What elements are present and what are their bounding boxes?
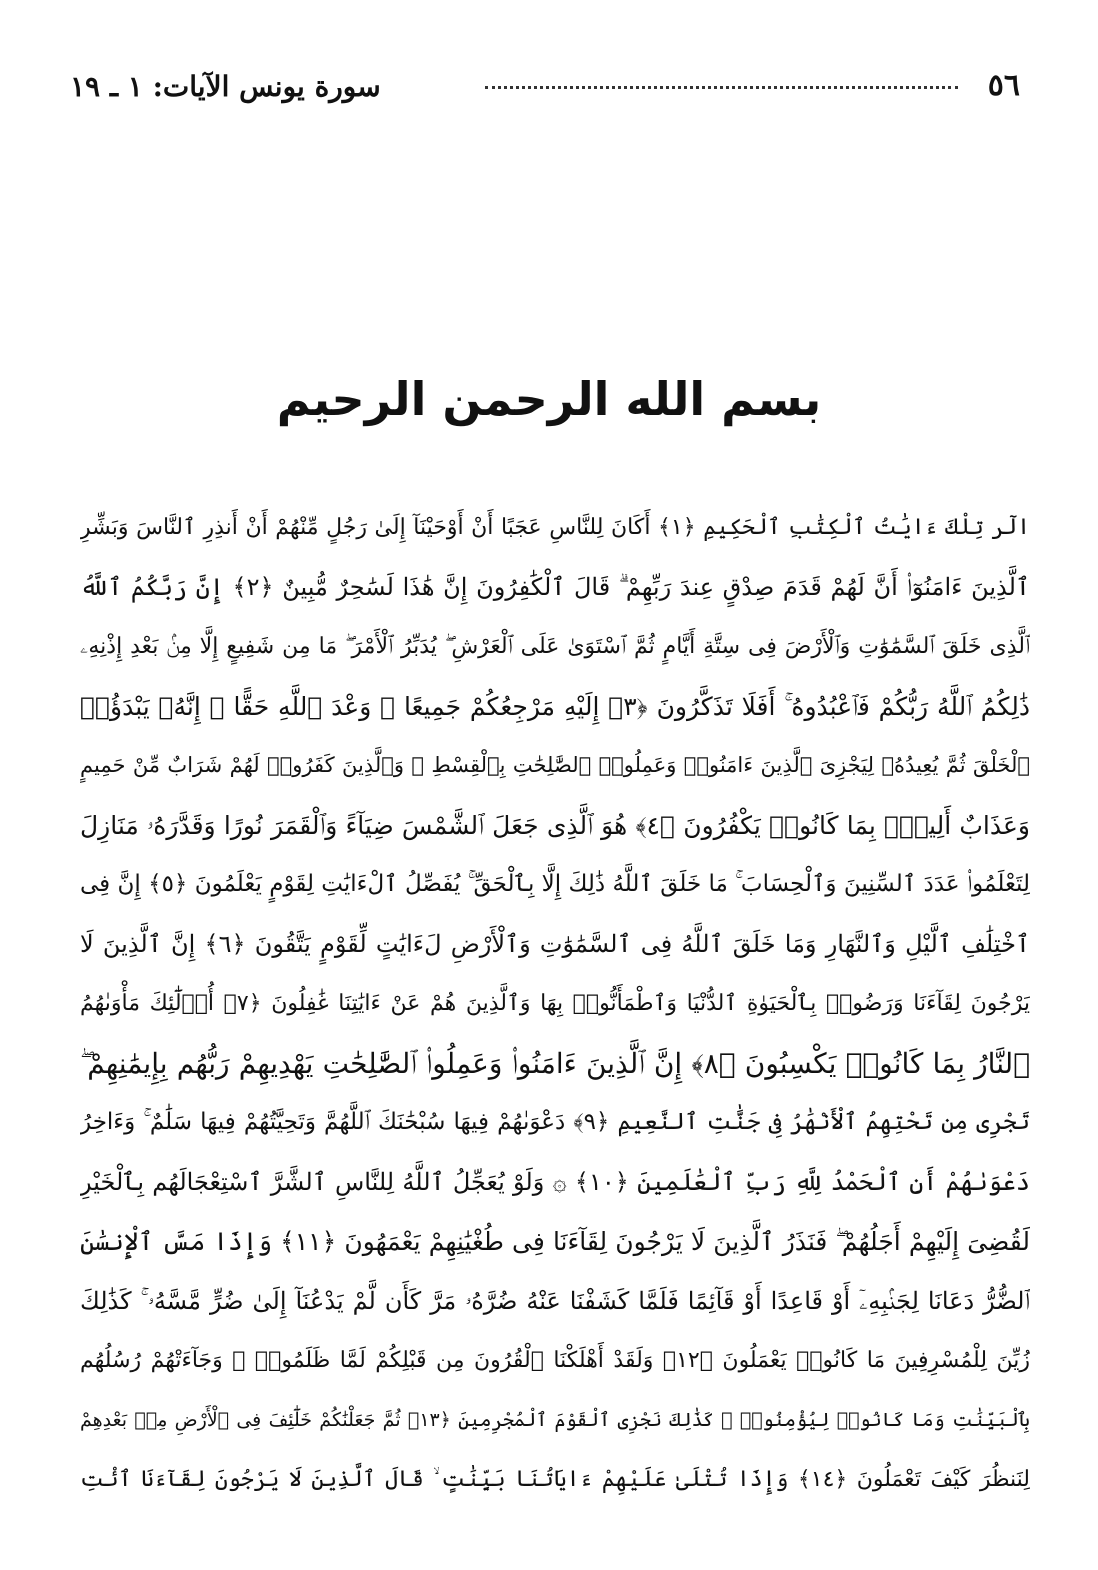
text-line: وَعَذَابٌ أَلِيمٌۢ بِمَا كَانُوا۟ يَكْفُرُونَ ﴿٤﴾ هُوَ ٱلَّذِى جَعَلَ ٱلشَّمْسَ ضِيَآءً وَٱلْقَمَرَ نُورًا وَقَدَّرَهُۥ مَنَازِلَ bbox=[80, 810, 1030, 840]
text-line: ٱلنَّارُ بِمَا كَانُوا۟ يَكْسِبُونَ ﴿٨﴾ إِنَّ ٱلَّذِينَ ءَامَنُوا۟ وَعَمِلُوا۟ ٱلصَّٰلِحَٰتِ يَهْدِيهِمْ رَبُّهُم بِإِيمَٰنِهِمْ ۖ bbox=[80, 1046, 1030, 1080]
page-header bbox=[70, 66, 1020, 106]
text-line: ذَٰلِكُمُ ٱللَّهُ رَبُّكُمْ فَٱعْبُدُوهُ ۚ أَفَلَا تَذَكَّرُونَ ﴿٣﴾ إِلَيْهِ مَرْجِعُكُمْ جَمِيعًا ۖ وَعْدَ ٱللَّهِ حَقًّا ۚ إِنَّهُۥ يَبْدَؤُا۟ bbox=[80, 691, 1030, 721]
page-number: ٥٦ bbox=[987, 68, 1020, 103]
text-line: لِتَعْلَمُوا۟ عَدَدَ ٱلسِّنِينَ وَٱلْحِسَابَ ۚ مَا خَلَقَ ٱللَّهُ ذَٰلِكَ إِلَّا بِٱلْحَقِّ ۚ يُفَصِّلُ ٱلْءَايَٰتِ لِقَوْمٍ يَعْلَمُونَ ﴿٥﴾ إِنَّ فِى bbox=[80, 871, 1030, 897]
running-title: سورة يونس الآيات: ١ ـ ١٩ bbox=[70, 70, 381, 103]
text-line: ٱلضُّرُّ دَعَانَا لِجَنۢبِهِۦٓ أَوْ قَاعِدًا أَوْ قَآئِمًا فَلَمَّا كَشَفْنَا عَنْهُ ضُرَّهُۥ مَرَّ كَأَن لَّمْ يَدْعُنَآ إِلَىٰ ضُرٍّ مَّسَّهُۥ ۚ كَذَٰلِكَ bbox=[80, 1286, 1030, 1315]
text-line: بِٱلْبَيِّنَٰتِ وَمَا كَانُوا۟ لِيُؤْمِنُوا۟ ۚ كَذَٰلِكَ نَجْزِى ٱلْقَوْمَ ٱلْمُجْرِمِينَ ﴿١٣﴾ ثُمَّ جَعَلْنَٰكُمْ خَلَٰٓئِفَ فِى ٱلْأَرْضِ مِنۢ بَعْدِهِمْ bbox=[80, 1408, 1030, 1431]
text-line: لِنَنظُرَ كَيْفَ تَعْمَلُونَ ﴿١٤﴾ وَإِذَا تُتْلَىٰ عَلَيْهِمْ ءَايَاتُنَا بَيِّنَٰتٍ ۙ قَالَ ٱلَّذِينَ لَا يَرْجُونَ لِقَآءَنَا ٱئْتِ bbox=[80, 1467, 1030, 1492]
text-line: ٱلَّذِينَ ءَامَنُوٓا۟ أَنَّ لَهُمْ قَدَمَ صِدْقٍ عِندَ رَبِّهِمْ ۗ قَالَ ٱلْكَٰفِرُونَ إِنَّ هَٰذَا لَسَٰحِرٌ مُّبِينٌ ﴿٢﴾ إِنَّ رَبَّكُمُ ٱللَّهُ bbox=[80, 572, 1030, 601]
text-line: زُيِّنَ لِلْمُسْرِفِينَ مَا كَانُوا۟ يَعْمَلُونَ ﴿١٢﴾ وَلَقَدْ أَهْلَكْنَا ٱلْقُرُونَ مِن قَبْلِكُمْ لَمَّا ظَلَمُوا۟ ۙ وَجَآءَتْهُمْ رُسُلُهُم bbox=[80, 1348, 1030, 1373]
text-line: لَقُضِىَ إِلَيْهِمْ أَجَلُهُمْ ۖ فَنَذَرُ ٱلَّذِينَ لَا يَرْجُونَ لِقَآءَنَا فِى طُغْيَٰنِهِمْ يَعْمَهُونَ ﴿١١﴾ وَإِذَا مَسَّ ٱلْإِنسَٰنَ bbox=[80, 1227, 1030, 1256]
text-line: دَعْوَىٰهُمْ أَنِ ٱلْحَمْدُ لِلَّهِ رَبِّ ٱلْعَٰلَمِينَ ﴿١٠﴾ ۞ وَلَوْ يُعَجِّلُ ٱللَّهُ لِلنَّاسِ ٱلشَّرَّ ٱسْتِعْجَالَهُم بِٱلْخَيْرِ bbox=[80, 1167, 1030, 1196]
verse-text-block bbox=[80, 498, 1030, 1510]
text-line: ٱلْخَلْقَ ثُمَّ يُعِيدُهُۥ لِيَجْزِىَ ٱلَّذِينَ ءَامَنُوا۟ وَعَمِلُوا۟ ٱلصَّٰلِحَٰتِ بِٱلْقِسْطِ ۚ وَٱلَّذِينَ كَفَرُوا۟ لَهُمْ شَرَابٌ مِّنْ حَمِيمٍ bbox=[80, 753, 1030, 777]
header-dotted-leader bbox=[485, 86, 958, 89]
text-line: ٱلَّذِى خَلَقَ ٱلسَّمَٰوَٰتِ وَٱلْأَرْضَ فِى سِتَّةِ أَيَّامٍ ثُمَّ ٱسْتَوَىٰ عَلَى ٱلْعَرْشِ ۖ يُدَبِّرُ ٱلْأَمْرَ ۖ مَا مِن شَفِيعٍ إِلَّا مِنۢ بَعْدِ إِذْنِهِۦ bbox=[80, 634, 1030, 659]
text-line: الٓر تِلْكَ ءَايَٰتُ ٱلْكِتَٰبِ ٱلْحَكِيمِ ﴿١﴾ أَكَانَ لِلنَّاسِ عَجَبًا أَنْ أَوْحَيْنَآ إِلَىٰ رَجُلٍ مِّنْهُمْ أَنْ أَنذِرِ ٱلنَّاسَ وَبَشِّرِ bbox=[80, 515, 1030, 540]
text-line: تَجْرِى مِن تَحْتِهِمُ ٱلْأَنْهَٰرُ فِى جَنَّٰتِ ٱلنَّعِيمِ ﴿٩﴾ دَعْوَىٰهُمْ فِيهَا سُبْحَٰنَكَ ٱللَّهُمَّ وَتَحِيَّتُهُمْ فِيهَا سَلَٰمٌ ۚ وَءَاخِرُ bbox=[80, 1109, 1030, 1135]
text-line: يَرْجُونَ لِقَآءَنَا وَرَضُوا۟ بِٱلْحَيَوٰةِ ٱلدُّنْيَا وَٱطْمَأَنُّوا۟ بِهَا وَٱلَّذِينَ هُمْ عَنْ ءَايَٰتِنَا غَٰفِلُونَ ﴿٧﴾ أُو۟لَٰٓئِكَ مَأْوَىٰهُمُ bbox=[80, 991, 1030, 1016]
text-line: ٱخْتِلَٰفِ ٱلَّيْلِ وَٱلنَّهَارِ وَمَا خَلَقَ ٱللَّهُ فِى ٱلسَّمَٰوَٰتِ وَٱلْأَرْضِ لَءَايَٰتٍ لِّقَوْمٍ يَتَّقُونَ ﴿٦﴾ إِنَّ ٱلَّذِينَ لَا bbox=[80, 929, 1030, 958]
basmala-heading: بسم الله الرحمن الرحيم bbox=[276, 372, 822, 426]
